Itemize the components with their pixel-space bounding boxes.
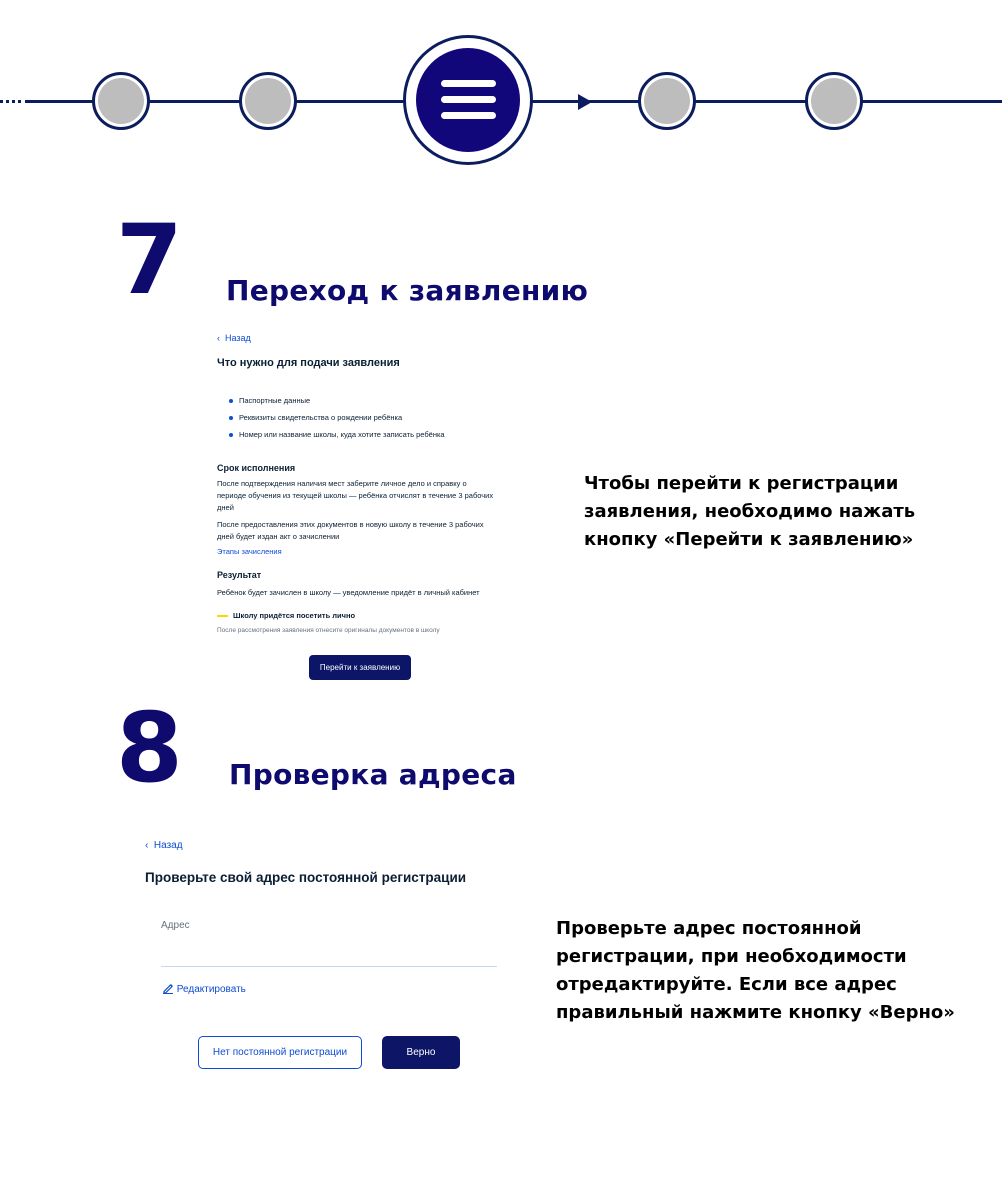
- screen-heading: Проверьте свой адрес постоянной регистрации: [145, 870, 467, 885]
- no-registration-button[interactable]: Нет постоянной регистрации: [198, 1036, 362, 1069]
- step-7-number: 7: [116, 204, 183, 316]
- chevron-left-icon: ‹: [217, 333, 220, 343]
- stepper-dashes: [0, 100, 22, 103]
- menu-icon: [416, 48, 520, 152]
- step-circle-next-2: [805, 72, 863, 130]
- bullet-icon: [229, 416, 233, 420]
- deadline-text: дней будет издан акт о зачислении: [217, 532, 340, 541]
- stages-link[interactable]: Этапы зачисления: [217, 547, 282, 556]
- go-to-application-button[interactable]: Перейти к заявлению: [309, 655, 411, 680]
- bullet-icon: [229, 433, 233, 437]
- address-label: Адрес: [161, 920, 190, 931]
- step-circle-current: [403, 35, 533, 165]
- confirm-button[interactable]: Верно: [382, 1036, 460, 1069]
- bullet-icon: [229, 399, 233, 403]
- note-marker: [217, 615, 228, 617]
- deadline-text: После подтверждения наличия мест заберите личное дело и справку о: [217, 479, 467, 488]
- back-link[interactable]: ‹ Назад: [217, 333, 251, 343]
- step-8-instruction: Проверьте адрес постоянной регистрации, при необходимости отредактируйте. Если все адрес правильный нажмите кнопку «Верно»: [556, 918, 955, 1023]
- note-title: Школу придётся посетить лично: [233, 611, 356, 620]
- arrow-right-icon: [578, 94, 592, 110]
- step-circle-previous-2: [92, 72, 150, 130]
- pencil-icon: [162, 982, 174, 994]
- requirement-item: Номер или название школы, куда хотите записать ребёнка: [239, 430, 445, 439]
- requirement-item: Реквизиты свидетельства о рождении ребёнка: [239, 413, 403, 422]
- back-link[interactable]: ‹ Назад: [145, 840, 183, 851]
- address-field[interactable]: [161, 966, 497, 967]
- edit-address-link[interactable]: Редактировать: [162, 982, 246, 995]
- note-text: После рассмотрения заявления отнесите оригиналы документов в школу: [217, 627, 440, 634]
- step-7-instruction: Чтобы перейти к регистрации заявления, необходимо нажать кнопку «Перейти к заявлению»: [584, 473, 916, 550]
- screen-heading: Что нужно для подачи заявления: [217, 357, 400, 369]
- deadline-title: Срок исполнения: [217, 463, 296, 473]
- deadline-text: периоде обучения из текущей школы — ребёнка отчислят в течение 3 рабочих: [217, 491, 494, 500]
- result-title: Результат: [217, 570, 262, 580]
- deadline-text: дней: [217, 503, 234, 512]
- step-circle-previous-1: [239, 72, 297, 130]
- result-text: Ребёнок будет зачислен в школу — уведомление придёт в личный кабинет: [217, 588, 480, 597]
- chevron-left-icon: ‹: [145, 840, 149, 851]
- requirement-item: Паспортные данные: [239, 396, 311, 405]
- step-8-number: 8: [116, 692, 183, 804]
- step-8-title: Проверка адреса: [229, 758, 517, 791]
- step-7-title: Переход к заявлению: [226, 274, 589, 307]
- deadline-text: После предоставления этих документов в новую школу в течение 3 рабочих: [217, 520, 484, 529]
- step-circle-next-1: [638, 72, 696, 130]
